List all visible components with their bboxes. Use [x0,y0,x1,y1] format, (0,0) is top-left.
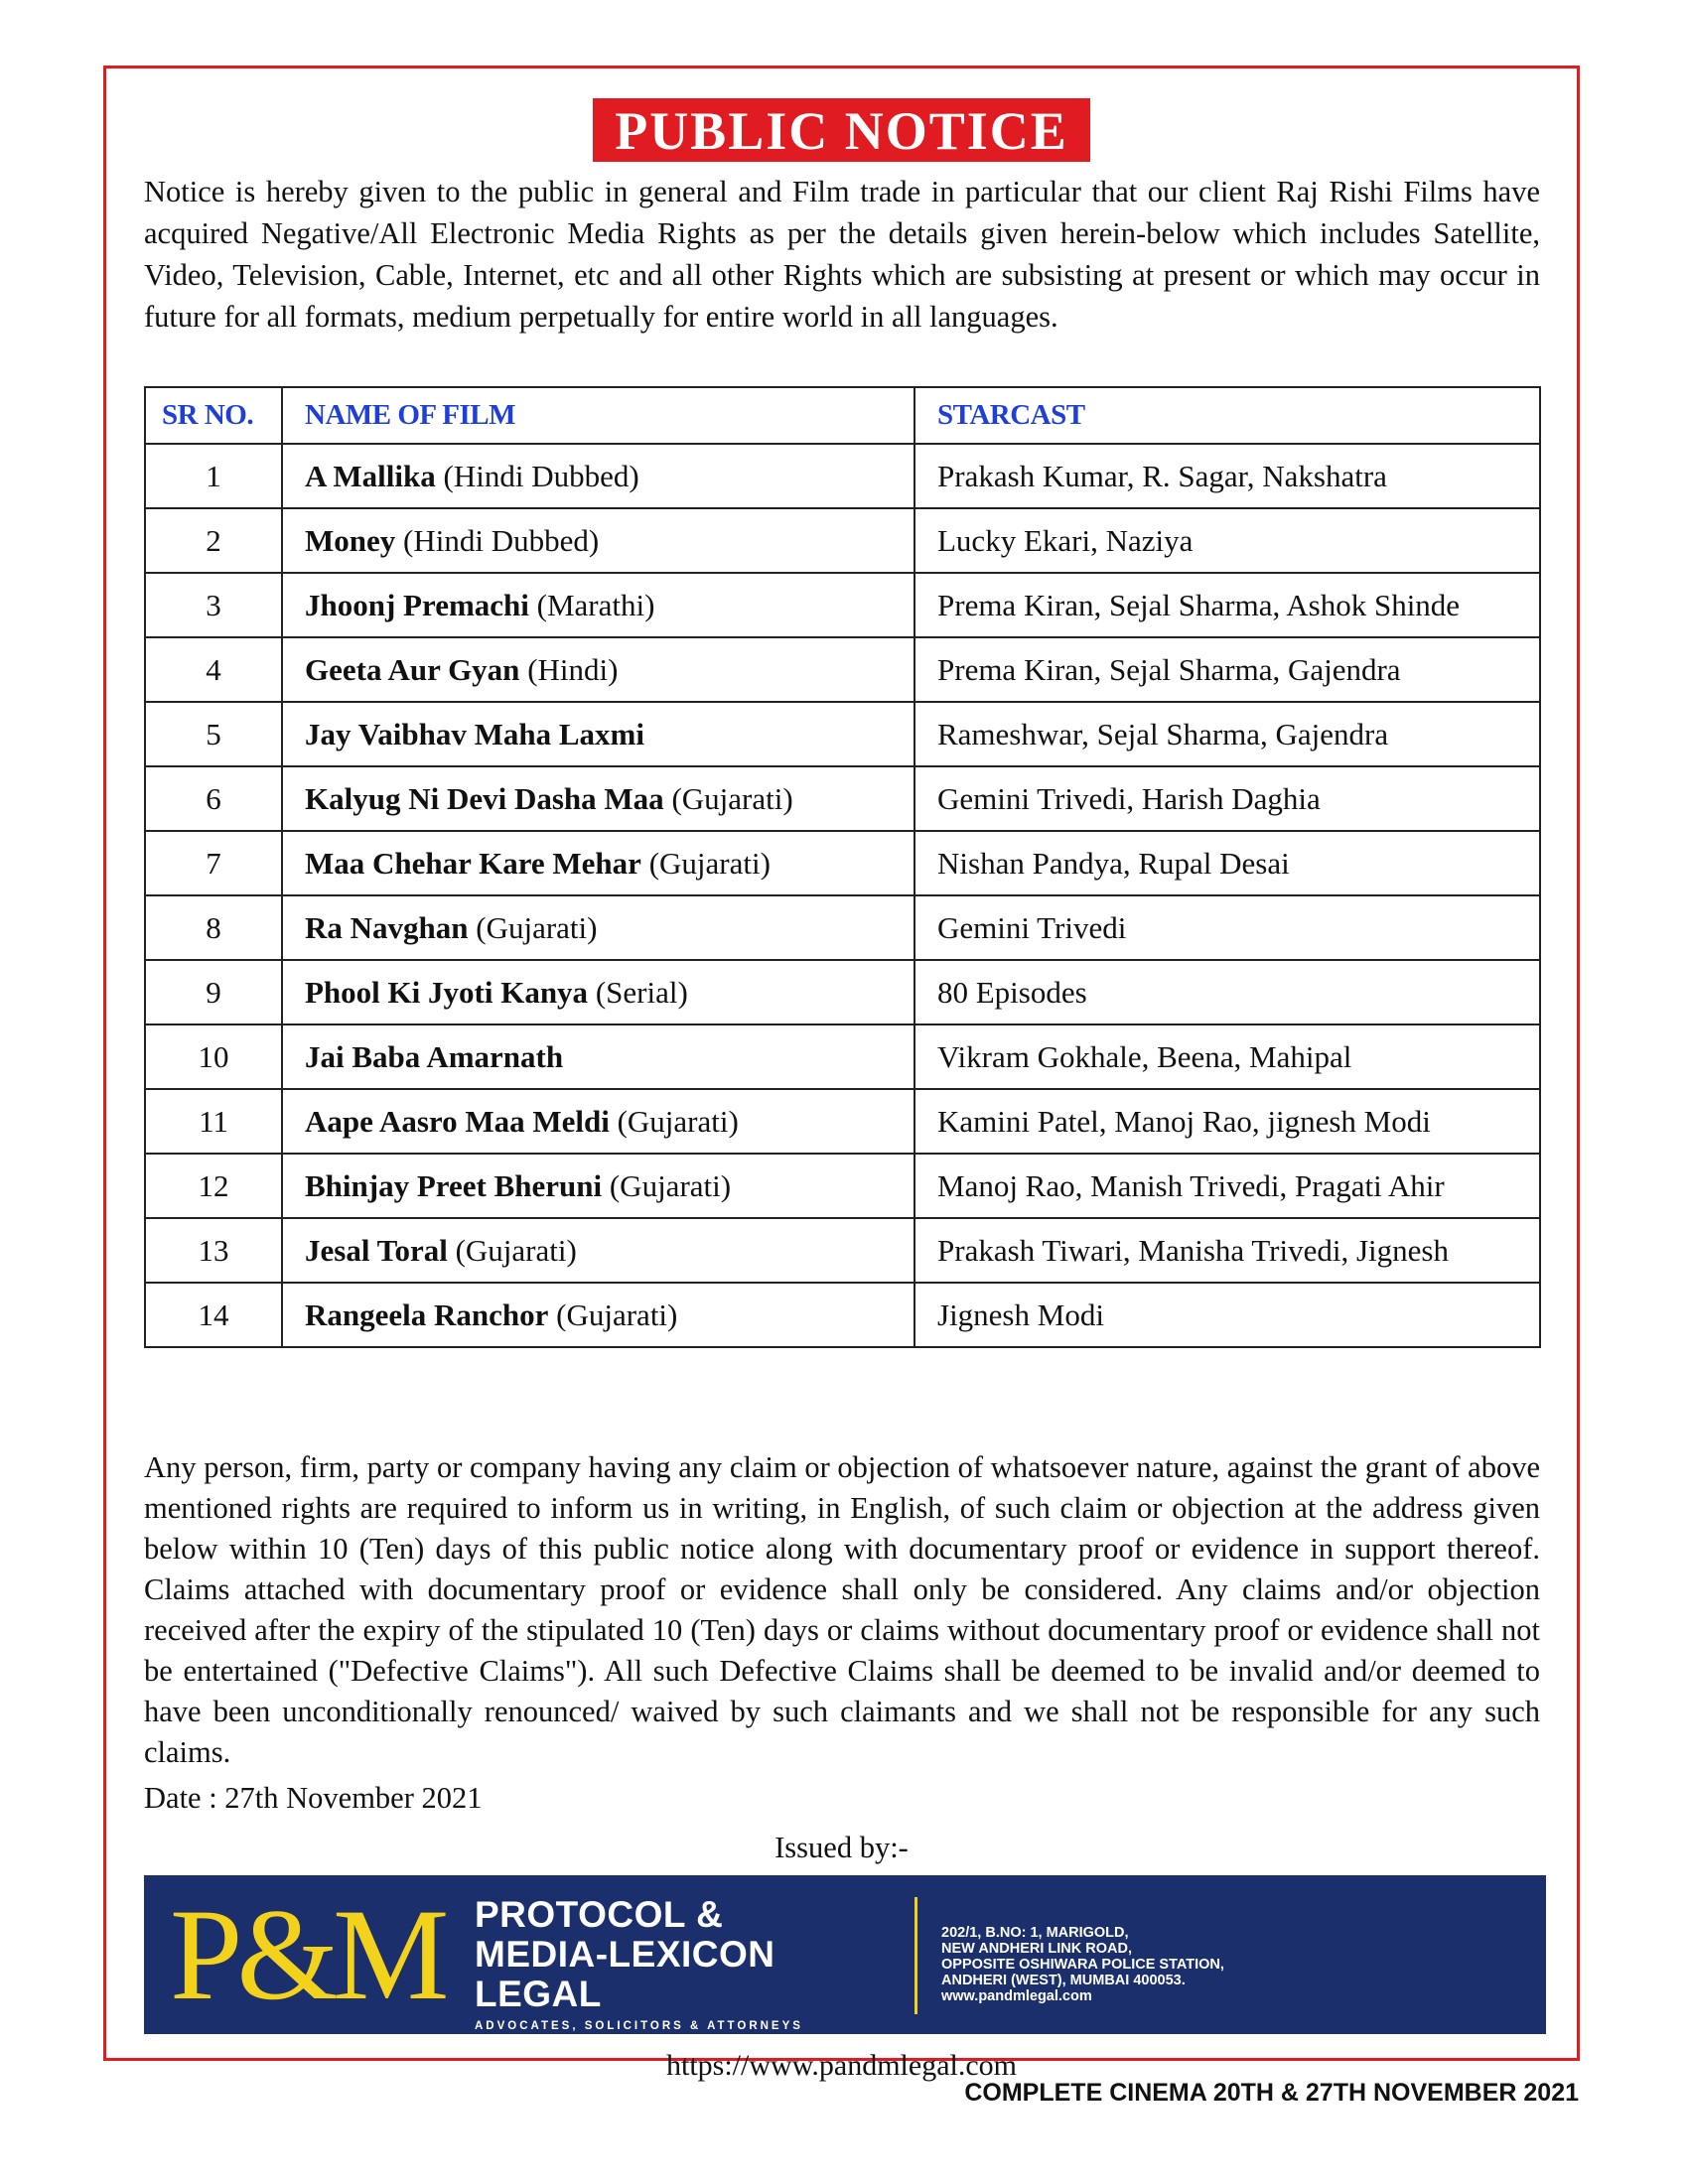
film-title: A Mallika [305,458,436,493]
sr-no-cell: 1 [145,444,282,508]
starcast-cell: Vikram Gokhale, Beena, Mahipal [914,1024,1540,1089]
films-table-body [145,444,1540,1347]
starcast-cell: 80 Episodes [914,960,1540,1024]
starcast-cell: Lucky Ekari, Naziya [914,508,1540,573]
film-name-cell [282,1089,914,1154]
film-language-note: (Gujarati) [548,1297,678,1332]
sr-no-cell: 3 [145,573,282,637]
film-language-note: (Hindi Dubbed) [395,522,600,558]
film-language-note: (Gujarati) [468,909,598,945]
starcast-cell: Prema Kiran, Sejal Sharma, Ashok Shinde [914,573,1540,637]
film-name-cell [282,1218,914,1283]
firm-tagline: ADVOCATES, SOLICITORS & ATTORNEYS [475,2020,803,2032]
firm-name-block [475,1895,803,2032]
header-starcast: STARCAST [914,387,1540,444]
film-name-cell [282,508,914,573]
header-film-name: NAME OF FILM [282,387,914,444]
table-row [145,1024,1540,1089]
issued-by: Issued by:- [774,1831,909,1864]
table-row [145,637,1540,702]
film-title: Rangeela Ranchor [305,1297,549,1332]
website-link[interactable]: https://www.pandmlegal.com [666,2049,1017,2082]
sr-no-cell: 7 [145,831,282,895]
sr-no-cell: 10 [145,1024,282,1089]
film-name-cell [282,766,914,831]
starcast-cell: Jignesh Modi [914,1283,1540,1347]
film-name-cell [282,637,914,702]
address-line: ANDHERI (WEST), MUMBAI 400053. [941,1973,1186,1988]
film-language-note: (Gujarati) [640,845,771,881]
sr-no-cell: 14 [145,1283,282,1347]
notice-frame [103,66,1580,2082]
film-title: Phool Ki Jyoti Kanya [305,974,589,1010]
film-name-cell [282,1024,914,1089]
sr-no-cell: 5 [145,702,282,766]
film-title: Maa Chehar Kare Mehar [305,845,641,881]
firm-website: www.pandmlegal.com [941,1988,1092,2004]
intro-paragraph: Notice is hereby given to the public in general and Film trade in particular that our client Raj Rishi Films have acquired Negative/All Electronic Media Rights as per the details given herein-below which includes Satellite, Video, Television, Cable, Internet, etc and all other Rights which are subsisting at present or which may occur in future for all formats, medium perpetually for entire world in all languages. [144,175,1540,334]
table-row [145,1154,1540,1218]
starcast-cell: Rameshwar, Sejal Sharma, Gajendra [914,702,1540,766]
film-title: Geeta Aur Gyan [305,651,520,687]
sr-no-cell: 13 [145,1218,282,1283]
table-row [145,895,1540,960]
film-language-note: (Hindi) [519,651,619,687]
firm-address [941,1925,1224,2004]
table-row [145,508,1540,573]
film-name-cell [282,831,914,895]
film-language-note: (Gujarati) [602,1167,732,1203]
sr-no-cell: 8 [145,895,282,960]
address-line: 202/1, B.NO: 1, MARIGOLD, [941,1925,1129,1941]
firm-name-line-1: PROTOCOL & [475,1894,724,1935]
film-language-note: (Gujarati) [447,1232,577,1268]
table-row [145,1283,1540,1347]
table-row [145,1089,1540,1154]
film-name-cell [282,1283,914,1347]
film-title: Jesal Toral [305,1232,448,1268]
sr-no-cell: 11 [145,1089,282,1154]
starcast-cell: Nishan Pandya, Rupal Desai [914,831,1540,895]
film-name-cell [282,702,914,766]
starcast-cell: Prakash Kumar, R. Sagar, Nakshatra [914,444,1540,508]
banner-divider [914,1897,917,2014]
sr-no-cell: 4 [145,637,282,702]
claim-paragraph: Any person, firm, party or company having any claim or objection of whatsoever nature, against the grant of above mentioned rights are required to inform us in writing, in English, of such claim or objection at the address given below within 10 (Ten) days of this public notice along with documentary proof or evidence in support thereof. Claims attached with documentary proof or evidence shall only be considered. Any claims and/or objection received after the expiry of the stipulated 10 (Ten) days or claims without documentary proof or evidence shall not be entertained ("Defective Claims"). All such Defective Claims shall be deemed to be invalid and/or deemed to have been unconditionally renounced/ waived by such claimants and we shall not be responsible for any such claims. [144,1450,1540,1769]
film-name-cell [282,1154,914,1218]
sr-no-cell: 9 [145,960,282,1024]
film-name-cell [282,895,914,960]
starcast-cell: Manoj Rao, Manish Trivedi, Pragati Ahir [914,1154,1540,1218]
film-title: Aape Aasro Maa Meldi [305,1103,610,1139]
starcast-cell: Kamini Patel, Manoj Rao, jignesh Modi [914,1089,1540,1154]
table-row [145,573,1540,637]
firm-name-line-3: LEGAL [475,1974,602,2014]
film-title: Money [305,522,396,558]
address-line: NEW ANDHERI LINK ROAD, [941,1941,1132,1957]
sr-no-cell: 12 [145,1154,282,1218]
film-title: Ra Navghan [305,909,469,945]
film-title: Kalyug Ni Devi Dasha Maa [305,780,664,816]
header-sr-no: SR NO. [145,387,282,444]
table-row [145,831,1540,895]
table-row [145,960,1540,1024]
publication-footer: COMPLETE CINEMA 20TH & 27TH NOVEMBER 2021 [964,2079,1579,2107]
film-name-cell [282,573,914,637]
film-name-cell [282,444,914,508]
title-wrap [106,98,1577,162]
film-language-note: (Gujarati) [609,1103,739,1139]
table-row [145,444,1540,508]
film-title: Jhoonj Premachi [305,587,529,622]
starcast-cell: Prakash Tiwari, Manisha Trivedi, Jignesh [914,1218,1540,1283]
firm-logo: P&M [170,1881,444,2027]
sr-no-cell: 6 [145,766,282,831]
film-name-cell [282,960,914,1024]
table-header-row [145,387,1540,444]
table-row [145,1218,1540,1283]
film-title: Jay Vaibhav Maha Laxmi [305,716,644,751]
sr-no-cell: 2 [145,508,282,573]
address-line: OPPOSITE OSHIWARA POLICE STATION, [941,1957,1224,1973]
film-language-note: (Serial) [588,974,688,1010]
table-row [145,702,1540,766]
starcast-cell: Prema Kiran, Sejal Sharma, Gajendra [914,637,1540,702]
table-row [145,766,1540,831]
firm-banner [144,1875,1546,2034]
film-language-note: (Marathi) [528,587,655,622]
film-title: Bhinjay Preet Bheruni [305,1167,603,1203]
film-language-note: (Hindi Dubbed) [435,458,639,493]
notice-title: PUBLIC NOTICE [593,98,1090,162]
firm-name-line-2: MEDIA-LEXICON [475,1934,775,1975]
starcast-cell: Gemini Trivedi, Harish Daghia [914,766,1540,831]
film-language-note: (Gujarati) [663,780,793,816]
notice-date: Date : 27th November 2021 [144,1781,483,1815]
starcast-cell: Gemini Trivedi [914,895,1540,960]
film-title: Jai Baba Amarnath [305,1038,564,1074]
films-table [144,386,1541,1348]
